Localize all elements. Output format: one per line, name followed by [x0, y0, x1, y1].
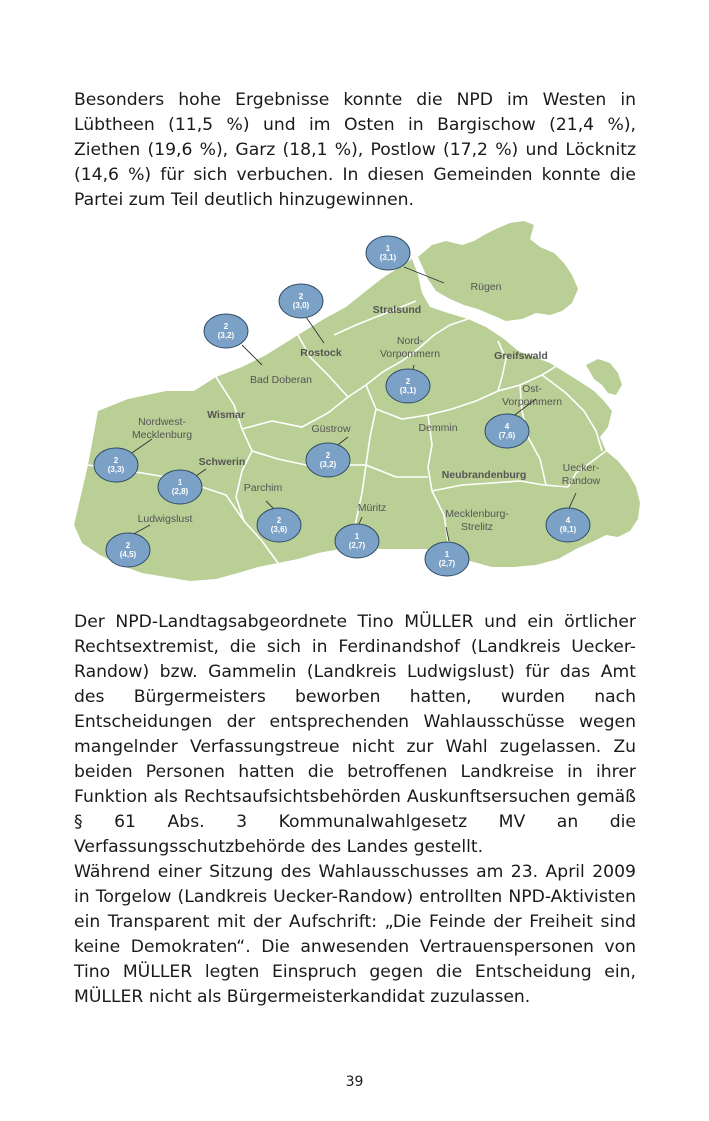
- region-label: Rostock: [300, 347, 342, 359]
- region-label: Schwerin: [198, 456, 246, 468]
- badge-seats: 2: [223, 322, 229, 331]
- region-label: Mecklenburg: [131, 429, 193, 441]
- badge-seats: 4: [565, 516, 571, 525]
- badge-percent: (2,8): [171, 487, 189, 496]
- seat-badge: [425, 542, 469, 576]
- seat-badge: [366, 236, 410, 270]
- badge-percent: (3,1): [379, 253, 397, 262]
- election-map: [66, 215, 646, 600]
- paragraph-candidates: Der NPD-Landtagsabgeordnete Tino MÜLLER und ein örtlicher Rechtsextremist, die sich in Ferdinandshof (Landkreis Uecker-Randow) bzw. Gammelin (Landkreis Ludwigslust) für das Amt des Bürgermeisters beworben hatten, wurden nach Entscheidungen der entsprechenden Wahlausschüsse wegen mangelnder Verfassungstreue nicht zur Wahl zugelassen. Zu beiden Personen hatten die betroffenen Landkreise in ihrer Funktion als Rechtsaufsichtsbehörden Auskunftsersuchen gemäß § 61 Abs. 3 Kommunalwahlgesetz MV an die Verfassungsschutzbehörde des Landes gestellt.: [74, 612, 636, 857]
- region-label: Ost-: [522, 383, 542, 395]
- region-label: Ludwigslust: [137, 513, 193, 525]
- region-label: Uecker-: [562, 462, 600, 474]
- region-label: Bad Doberan: [250, 374, 312, 386]
- paragraph-intro: Besonders hohe Ergebnisse konnte die NPD im Westen in Lübtheen (11,5 %) und im Osten in Bargischow (21,4 %), Ziethen (19,6 %), Garz (18,1 %), Postlow (17,2 %) und Löcknitz (14,6 %) für sich verbuchen. In diesen Gemeinden konnte die Partei zum Teil deutlich hinzugewinnen.: [74, 90, 636, 210]
- paragraph-torgelow: Während einer Sitzung des Wahlausschusses am 23. April 2009 in Torgelow (Landkreis Uecker-Randow) entrollten NPD-Aktivisten ein Transparent mit der Aufschrift: „Die Feinde der Freiheit sind keine Demokraten“. Die anwesenden Vertrauenspersonen von Tino MÜLLER legten Einspruch gegen die Entscheidung ein, MÜLLER nicht als Bürgermeisterkandidat zuzulassen.: [74, 862, 636, 1007]
- region-label: Randow: [561, 475, 601, 487]
- region-label: Greifswald: [494, 350, 548, 362]
- seat-badge: [546, 508, 590, 542]
- region-label: Strelitz: [460, 521, 494, 533]
- badge-percent: (2,7): [348, 541, 366, 550]
- badge-seats: 2: [125, 541, 131, 550]
- badge-percent: (9,1): [559, 525, 577, 534]
- region-label: Rügen: [470, 281, 502, 293]
- page-number: 39: [345, 1074, 364, 1090]
- badge-seats: 1: [444, 550, 450, 559]
- seat-badge: [106, 533, 150, 567]
- badge-seats: 1: [385, 244, 391, 253]
- badge-seats: 4: [504, 422, 510, 431]
- badge-percent: (3,2): [217, 331, 235, 340]
- region-label: Vorpommern: [501, 396, 563, 408]
- badge-percent: (2,7): [438, 559, 456, 568]
- seat-badge: [485, 414, 529, 448]
- badge-percent: (3,3): [107, 465, 125, 474]
- seat-badge: [94, 448, 138, 482]
- seat-badge: [158, 470, 202, 504]
- badge-seats: 2: [405, 377, 411, 386]
- badge-percent: (3,2): [319, 460, 337, 469]
- seat-badge: [204, 314, 248, 348]
- region-label: Güstrow: [311, 423, 351, 435]
- badge-percent: (7,6): [498, 431, 516, 440]
- region-label: Wismar: [207, 409, 245, 421]
- seat-badge: [257, 508, 301, 542]
- region-label: Demmin: [418, 422, 458, 434]
- region-label: Vorpommern: [379, 348, 441, 360]
- region-label: Parchim: [243, 482, 283, 494]
- badge-seats: 2: [325, 451, 331, 460]
- region-label: Mecklenburg-: [445, 508, 509, 520]
- badge-percent: (4,5): [119, 550, 137, 559]
- badge-seats: 1: [177, 478, 183, 487]
- badge-seats: 2: [298, 292, 304, 301]
- region-label: Stralsund: [372, 304, 422, 316]
- badge-percent: (3,6): [270, 525, 288, 534]
- region-label: Nord-: [396, 335, 424, 347]
- seat-badge: [279, 284, 323, 318]
- ruegen-island: [418, 221, 578, 321]
- badge-percent: (3,0): [292, 301, 310, 310]
- region-label: Müritz: [357, 502, 387, 514]
- seat-badge: [335, 524, 379, 558]
- region-label: Neubrandenburg: [441, 469, 527, 481]
- badge-percent: (3,1): [399, 386, 417, 395]
- seat-badge: [306, 443, 350, 477]
- region-label: Nordwest-: [138, 416, 186, 428]
- badge-seats: 1: [354, 532, 360, 541]
- seat-badge: [386, 369, 430, 403]
- badge-seats: 2: [276, 516, 282, 525]
- badge-seats: 2: [113, 456, 119, 465]
